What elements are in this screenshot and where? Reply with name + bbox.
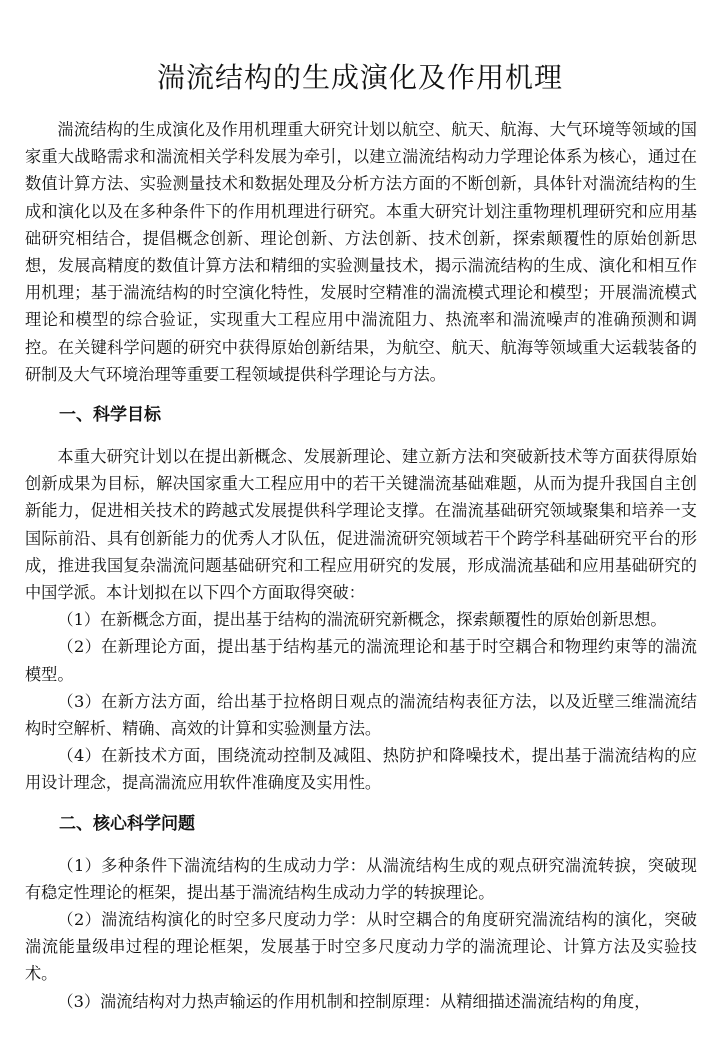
list-item: （2）湍流结构演化的时空多尺度动力学：从时空耦合的角度研究湍流结构的演化，突破湍流能量级串过程的理论框架，发展基于时空多尺度动力学的湍流理论、计算方法及实验技术。 xyxy=(25,910,697,984)
intro-paragraph: 湍流结构的生成演化及作用机理重大研究计划以航空、航天、航海、大气环境等领域的国家重大战略需求和湍流相关学科发展为牵引，以建立湍流结构动力学理论体系为核心，通过在数值计算方法、实验测量技术和数据处理及分析方法方面的不断创新，具体针对湍流结构的生成和演化以及在多种条件下的作用机理进行研究。本重大研究计划注重物理机理研究和应用基础研究相结合，提倡概念创新、理论创新、方法创新、技术创新，探索颠覆性的原始创新思想，发展高精度的数值计算方法和精细的实验测量技术，揭示湍流结构的生成、演化和相互作用机理；基于湍流结构的时空演化特性，发展时空精准的湍流模式理论和模型；开展湍流模式理论和模型的综合验证，实现重大工程应用中湍流阻力、热流率和湍流噪声的准确预测和调控。在关键科学问题的研究中获得原始创新结果，为航空、航天、航海等领域重大运载装备的研制及大气环境治理等重要工程领域提供科学理论与方法。 xyxy=(25,120,697,384)
list-item: （1）多种条件下湍流结构的生成动力学：从湍流结构生成的观点研究湍流转捩，突破现有稳定性理论的框架，提出基于湍流结构生成动力学的转捩理论。 xyxy=(25,855,697,902)
page-title: 湍流结构的生成演化及作用机理 xyxy=(156,61,563,94)
document-body xyxy=(25,116,697,1015)
section-heading-science-goals: 一、科学目标 xyxy=(59,405,161,426)
list-item: （1）在新概念方面，提出基于结构的湍流研究新概念，探索颠覆性的原始创新思想。 xyxy=(57,610,667,630)
list-item: （3）湍流结构对力热声输运的作用机制和控制原理：从精细描述湍流结构的角度， xyxy=(57,991,651,1011)
list-item: （3）在新方法方面，给出基于拉格朗日观点的湍流结构表征方法，以及近壁三维湍流结构时空解析、精确、高效的计算和实验测量方法。 xyxy=(25,691,697,739)
section-heading-core-problems: 二、核心科学问题 xyxy=(59,813,195,834)
science-goals-paragraph: 本重大研究计划以在提出新概念、发展新理论、建立新方法和突破新技术等方面获得原始创新成果为目标，解决国家重大工程应用中的若干关键湍流基础难题，从而为提升我国自主创新能力，促进相关技术的跨越式发展提供科学理论支撑。在湍流基础研究领域聚集和培养一支国际前沿、具有创新能力的优秀人才队伍，促进湍流研究领域若干个跨学科基础研究平台的形成，推进我国复杂湍流问题基础研究和工程应用研究的发展，形成湍流基础和应用基础研究的中国学派。本计划拟在以下四个方面取得突破： xyxy=(25,447,697,603)
list-item: （2）在新理论方面，提出基于结构基元的湍流理论和基于时空耦合和物理约束等的湍流模型。 xyxy=(25,637,697,684)
list-item: （4）在新技术方面，围绕流动控制及减阻、热防护和降噪技术，提出基于湍流结构的应用设计理念，提高湍流应用软件准确度及实用性。 xyxy=(25,746,697,793)
